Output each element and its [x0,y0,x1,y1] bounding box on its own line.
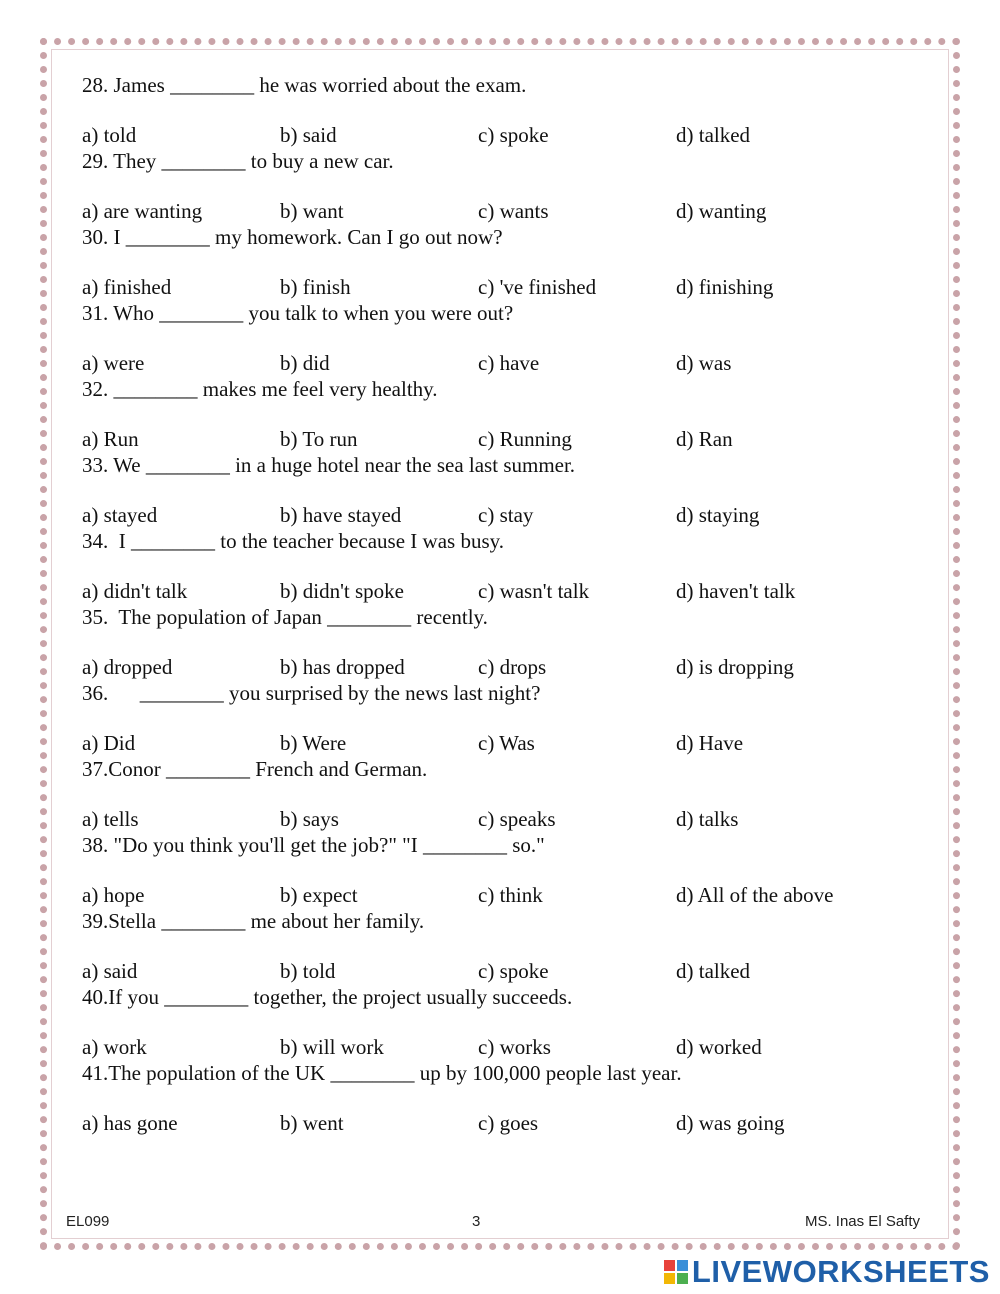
answer-options [82,1034,912,1060]
answer-option[interactable]: a) hope [82,883,145,907]
answer-option[interactable]: c) Was [478,731,535,755]
question-text: 34. I ________ to the teacher because I was busy. [82,529,505,553]
answer-options [82,730,912,756]
question-text: 32. ________ makes me feel very healthy. [82,377,438,401]
answer-option[interactable]: c) drops [478,655,547,679]
answer-option[interactable]: a) were [82,351,145,375]
answer-option[interactable]: c) spoke [478,959,549,983]
question-text: 30. I ________ my homework. Can I go out now? [82,225,503,249]
answer-option[interactable]: a) stayed [82,503,158,527]
answer-options [82,882,912,908]
question-text: 35. The population of Japan ________ recently. [82,605,488,629]
logo-square [677,1260,688,1271]
answer-options [82,198,912,224]
answer-option[interactable]: d) Have [676,731,744,755]
answer-option[interactable]: b) didn't spoke [280,579,404,603]
answer-options [82,806,912,832]
answer-option[interactable]: b) says [280,807,339,831]
liveworksheets-logo-icon [664,1260,688,1284]
answer-options [82,502,912,528]
answer-option[interactable]: c) goes [478,1111,539,1135]
answer-option[interactable]: d) wanting [676,199,767,223]
answer-options [82,958,912,984]
page-footer [66,1213,920,1235]
answer-option[interactable]: d) All of the above [676,883,834,907]
answer-option[interactable]: b) did [280,351,330,375]
question-text: 31. Who ________ you talk to when you were out? [82,301,514,325]
answer-option[interactable]: a) told [82,123,137,147]
answer-option[interactable]: d) haven't talk [676,579,796,603]
answer-option[interactable]: d) talks [676,807,739,831]
answer-option[interactable]: b) finish [280,275,351,299]
answer-option[interactable]: a) said [82,959,138,983]
question-block [82,452,912,528]
answer-option[interactable]: a) tells [82,807,139,831]
answer-option[interactable]: a) has gone [82,1111,178,1135]
answer-option[interactable]: d) worked [676,1035,762,1059]
liveworksheets-logo[interactable] [664,1255,990,1289]
answer-option[interactable]: d) was going [676,1111,785,1135]
answer-option[interactable]: d) staying [676,503,760,527]
answer-option[interactable]: b) Were [280,731,347,755]
answer-option[interactable]: d) was [676,351,732,375]
answer-option[interactable]: c) have [478,351,540,375]
answer-option[interactable]: c) wasn't talk [478,579,590,603]
answer-options [82,122,912,148]
answer-options [82,654,912,680]
answer-option[interactable]: c) 've finished [478,275,597,299]
question-block [82,832,912,908]
question-block [82,984,912,1060]
footer-author: MS. Inas El Safty [804,1213,920,1230]
answer-options [82,350,912,376]
question-block [82,604,912,680]
question-text: 38. "Do you think you'll get the job?" "I ________ so." [82,833,545,857]
question-text: 33. We ________ in a huge hotel near the sea last summer. [82,453,576,477]
answer-option[interactable]: c) speaks [478,807,556,831]
answer-option[interactable]: c) Running [478,427,572,451]
logo-square [677,1273,688,1284]
answer-option[interactable]: b) told [280,959,336,983]
answer-option[interactable]: d) is dropping [676,655,794,679]
answer-option[interactable]: c) think [478,883,543,907]
answer-option[interactable]: b) have stayed [280,503,402,527]
answer-option[interactable]: b) said [280,123,337,147]
answer-option[interactable]: c) wants [478,199,549,223]
answer-option[interactable]: b) want [280,199,344,223]
worksheet-questions [82,72,912,1136]
question-block [82,376,912,452]
question-block [82,756,912,832]
answer-option[interactable]: b) expect [280,883,358,907]
question-block [82,680,912,756]
question-block [82,72,912,148]
answer-option[interactable]: a) Run [82,427,139,451]
answer-option[interactable]: c) spoke [478,123,549,147]
answer-option[interactable]: d) talked [676,959,751,983]
question-block [82,1060,912,1136]
answer-options [82,578,912,604]
liveworksheets-logo-text: LIVEWORKSHEETS [691,1254,990,1289]
answer-option[interactable]: b) went [280,1111,344,1135]
question-text: 36. ________ you surprised by the news last night? [82,681,541,705]
answer-option[interactable]: b) To run [280,427,358,451]
footer-page-number: 3 [472,1213,481,1230]
answer-option[interactable]: a) work [82,1035,147,1059]
answer-option[interactable]: d) Ran [676,427,733,451]
answer-option[interactable]: b) will work [280,1035,384,1059]
answer-option[interactable]: d) talked [676,123,751,147]
answer-option[interactable]: a) dropped [82,655,173,679]
footer-code: EL099 [66,1213,110,1230]
question-text: 28. James ________ he was worried about the exam. [82,73,527,97]
answer-options [82,274,912,300]
question-text: 40.If you ________ together, the project usually succeeds. [82,985,573,1009]
question-text: 37.Conor ________ French and German. [82,757,428,781]
answer-option[interactable]: c) works [478,1035,551,1059]
question-block [82,148,912,224]
answer-options [82,426,912,452]
answer-option[interactable]: a) didn't talk [82,579,188,603]
logo-square [664,1273,675,1284]
question-block [82,224,912,300]
question-text: 39.Stella ________ me about her family. [82,909,425,933]
answer-option[interactable]: c) stay [478,503,534,527]
question-text: 29. They ________ to buy a new car. [82,149,394,173]
question-text: 41.The population of the UK ________ up by 100,000 people last year. [82,1061,682,1085]
question-block [82,908,912,984]
answer-option[interactable]: a) are wanting [82,199,203,223]
answer-options [82,1110,912,1136]
answer-option[interactable]: d) finishing [676,275,774,299]
answer-option[interactable]: b) has dropped [280,655,405,679]
question-block [82,528,912,604]
question-block [82,300,912,376]
answer-option[interactable]: a) finished [82,275,172,299]
answer-option[interactable]: a) Did [82,731,136,755]
logo-square [664,1260,675,1271]
